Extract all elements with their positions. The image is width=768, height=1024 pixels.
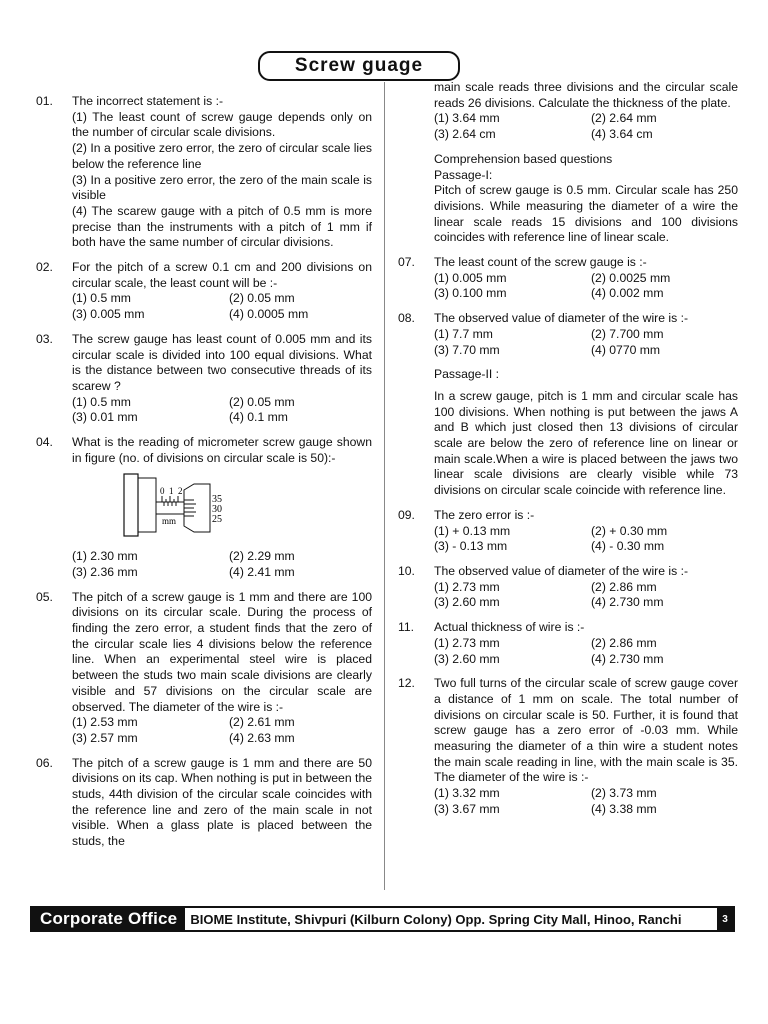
question-number: 04. xyxy=(36,435,53,450)
option-3: (3) 7.70 mm xyxy=(434,342,500,357)
question-text: Two full turns of the circular scale of screw gauge cover a distance of 1 mm on scale. The total number of divisions on circular scale is 50. Further, it is found that screw gauge has a zero error of -0.03 mm. While measuring the diameter of a thin wire a student notes the main scale reading in line, with the main scale is 35. The diameter of the wire is :- xyxy=(434,676,738,785)
question-text: main scale reads three divisions and the circular scale reads 26 divisions. Calculate the thickness of the plate. xyxy=(434,80,738,110)
option-3: (3) 0.100 mm xyxy=(434,286,507,301)
circular-scale-25: 25 xyxy=(212,514,222,526)
option-3: (3) - 0.13 mm xyxy=(434,539,508,554)
question-number: 11. xyxy=(398,620,415,635)
options xyxy=(72,291,372,322)
option-2: (2) 0.05 mm xyxy=(229,291,295,306)
options xyxy=(72,715,372,746)
option-3: (3) 3.67 mm xyxy=(434,801,500,816)
question-number: 05. xyxy=(36,589,53,604)
statement-2: (2) In a positive zero error, the zero of circular scale lies below the reference line xyxy=(72,141,372,171)
passage-2-label: Passage-II : xyxy=(434,367,500,382)
options xyxy=(434,786,738,817)
statement-4: (4) The scarew gauge with a pitch of 0.5 mm is more precise than the instruments with a pitch of 1 mm if both have the same number of circular divisions. xyxy=(72,203,372,250)
comprehension-heading: Comprehension based questions xyxy=(434,151,613,166)
question-number: 07. xyxy=(398,255,415,270)
footer-address: BIOME Institute, Shivpuri (Kilburn Colony) Opp. Spring City Mall, Hinoo, Ranchi xyxy=(190,911,682,927)
options xyxy=(434,271,738,302)
statement-3: (3) In a positive zero error, the zero of the main scale is visible xyxy=(72,172,372,203)
options xyxy=(72,549,372,580)
option-1: (1) + 0.13 mm xyxy=(434,523,511,538)
page-title: Screw guage xyxy=(258,51,460,81)
left-column xyxy=(36,94,372,859)
option-2: (2) 2.86 mm xyxy=(591,635,657,650)
question-number: 09. xyxy=(398,507,415,522)
option-3: (3) 2.60 mm xyxy=(434,651,500,666)
main-scale-2: 2 xyxy=(178,486,183,497)
option-2: (2) 3.73 mm xyxy=(591,786,657,801)
right-column xyxy=(398,80,738,827)
options xyxy=(434,111,738,142)
main-scale-1: 1 xyxy=(169,486,174,497)
question-04 xyxy=(36,435,372,581)
option-4: (4) 0.002 mm xyxy=(591,286,664,301)
option-1: (1) 3.64 mm xyxy=(434,111,500,126)
question-number: 08. xyxy=(398,311,415,326)
question-text: For the pitch of a screw 0.1 cm and 200 divisions on circular scale, the least count will be :- xyxy=(72,260,372,290)
option-4: (4) 3.38 mm xyxy=(591,801,657,816)
option-4: (4) 2.730 mm xyxy=(591,651,664,666)
option-1: (1) 2.30 mm xyxy=(72,549,138,564)
question-text: The pitch of a screw gauge is 1 mm and there are 50 divisions on its cap. When nothing is put in between the studs, 44th division of the circular scale coincides with the reference line and zero of the main scale in not visible. When a glass plate is placed between the studs, the xyxy=(72,755,372,849)
circular-scale-30: 30 xyxy=(212,504,222,516)
page-footer xyxy=(30,906,735,932)
options xyxy=(72,395,372,426)
question-text: The incorrect statement is :- xyxy=(72,94,224,108)
question-text: The zero error is :- xyxy=(434,507,535,522)
option-3: (3) 2.60 mm xyxy=(434,595,500,610)
option-4: (4) 2.730 mm xyxy=(591,595,664,610)
question-text: The pitch of a screw gauge is 1 mm and there are 100 divisions on its circular scale. During the process of finding the zero error, a student finds that the zero of the circular scale lies 4 divisions below the reference line. When an experimental steel wire is placed between the studs two main scale divisions are clearly visible and 57 divisions on the circular scale are observed. The diameter of the wire is :- xyxy=(72,589,372,714)
question-02 xyxy=(36,260,372,323)
option-2: (2) 2.29 mm xyxy=(229,549,295,564)
option-2: (2) 0.05 mm xyxy=(229,394,295,409)
options xyxy=(434,636,738,667)
option-1: (1) 0.5 mm xyxy=(72,291,131,306)
option-3: (3) 0.01 mm xyxy=(72,410,138,425)
question-12 xyxy=(398,676,738,817)
footer-brand: Corporate Office xyxy=(32,908,185,930)
question-03 xyxy=(36,332,372,426)
option-4: (4) - 0.30 mm xyxy=(591,539,665,554)
statement-1: (1) The least count of screw gauge depends only on the number of circular scale divisions. xyxy=(72,109,372,140)
option-4: (4) 0770 mm xyxy=(591,342,661,357)
unit-label: mm xyxy=(162,516,177,527)
question-number: 01. xyxy=(36,94,53,108)
option-2: (2) 0.0025 mm xyxy=(591,270,671,285)
question-text: The screw gauge has least count of 0.005 mm and its circular scale is divided into 100 equal divisions. What is the distance between two consecutive threads of its scarew ? xyxy=(72,331,372,393)
option-4: (4) 3.64 cm xyxy=(591,127,653,142)
option-4: (4) 0.1 mm xyxy=(229,410,288,425)
question-number: 02. xyxy=(36,260,53,275)
main-scale-0: 0 xyxy=(160,486,165,497)
option-3: (3) 2.64 cm xyxy=(434,127,496,142)
question-number: 03. xyxy=(36,331,53,346)
question-text: The observed value of diameter of the wire is :- xyxy=(434,311,689,326)
option-1: (1) 0.5 mm xyxy=(72,394,131,409)
option-1: (1) 2.73 mm xyxy=(434,635,500,650)
question-number: 10. xyxy=(398,563,415,578)
question-text: The least count of the screw gauge is :- xyxy=(434,255,647,270)
question-number: 12. xyxy=(398,676,415,691)
options xyxy=(434,327,738,358)
micrometer-figure xyxy=(122,472,372,543)
option-4: (4) 2.63 mm xyxy=(229,730,295,745)
question-01 xyxy=(36,94,372,251)
question-06 xyxy=(36,756,372,850)
option-1: (1) 2.53 mm xyxy=(72,715,138,730)
option-4: (4) 0.0005 mm xyxy=(229,307,309,322)
question-text: The observed value of diameter of the wire is :- xyxy=(434,563,689,578)
question-text: Actual thickness of wire is :- xyxy=(434,620,585,635)
question-05 xyxy=(36,590,372,747)
column-divider xyxy=(384,82,385,890)
question-10 xyxy=(398,564,738,611)
option-1: (1) 7.7 mm xyxy=(434,326,493,341)
question-06-continued xyxy=(398,80,738,143)
passage-1-text: Pitch of screw gauge is 0.5 mm. Circular scale has 250 divisions. While measuring the diameter of a wire the linear scale reads 15 divisions and 100 divisions coincides with reference line of linear scale. xyxy=(434,183,738,245)
passage-2-text: In a screw gauge, pitch is 1 mm and circular scale has 100 divisions. When nothing is put between the jaws A and B which just closed then 13 divisions of circular scale are below the zero of reference line on linear or main scale.When a wire is placed between the jaws two linear scale divisions are clearly visible while 73 divisions on circular scale coincide with reference line. xyxy=(434,388,738,498)
option-3: (3) 2.57 mm xyxy=(72,730,138,745)
option-2: (2) 7.700 mm xyxy=(591,326,664,341)
question-text: What is the reading of micrometer screw gauge shown in figure (no. of divisions on circular scale is 50):- xyxy=(72,435,372,465)
micrometer-diagram xyxy=(122,472,252,538)
option-4: (4) 2.41 mm xyxy=(229,564,295,579)
page-number: 3 xyxy=(717,908,733,930)
option-3: (3) 2.36 mm xyxy=(72,564,138,579)
passage-1-label: Passage-I: xyxy=(434,167,493,182)
option-1: (1) 0.005 mm xyxy=(434,270,507,285)
option-1: (1) 3.32 mm xyxy=(434,786,500,801)
options xyxy=(434,524,738,555)
option-1: (1) 2.73 mm xyxy=(434,579,500,594)
question-number: 06. xyxy=(36,755,53,770)
option-2: (2) 2.64 mm xyxy=(591,111,657,126)
question-07 xyxy=(398,255,738,302)
option-2: (2) + 0.30 mm xyxy=(591,523,668,538)
circular-scale-35: 35 xyxy=(212,494,222,506)
question-11 xyxy=(398,620,738,667)
option-3: (3) 0.005 mm xyxy=(72,307,145,322)
options xyxy=(434,580,738,611)
option-2: (2) 2.61 mm xyxy=(229,715,295,730)
question-09 xyxy=(398,508,738,555)
question-08 xyxy=(398,311,738,358)
option-2: (2) 2.86 mm xyxy=(591,579,657,594)
